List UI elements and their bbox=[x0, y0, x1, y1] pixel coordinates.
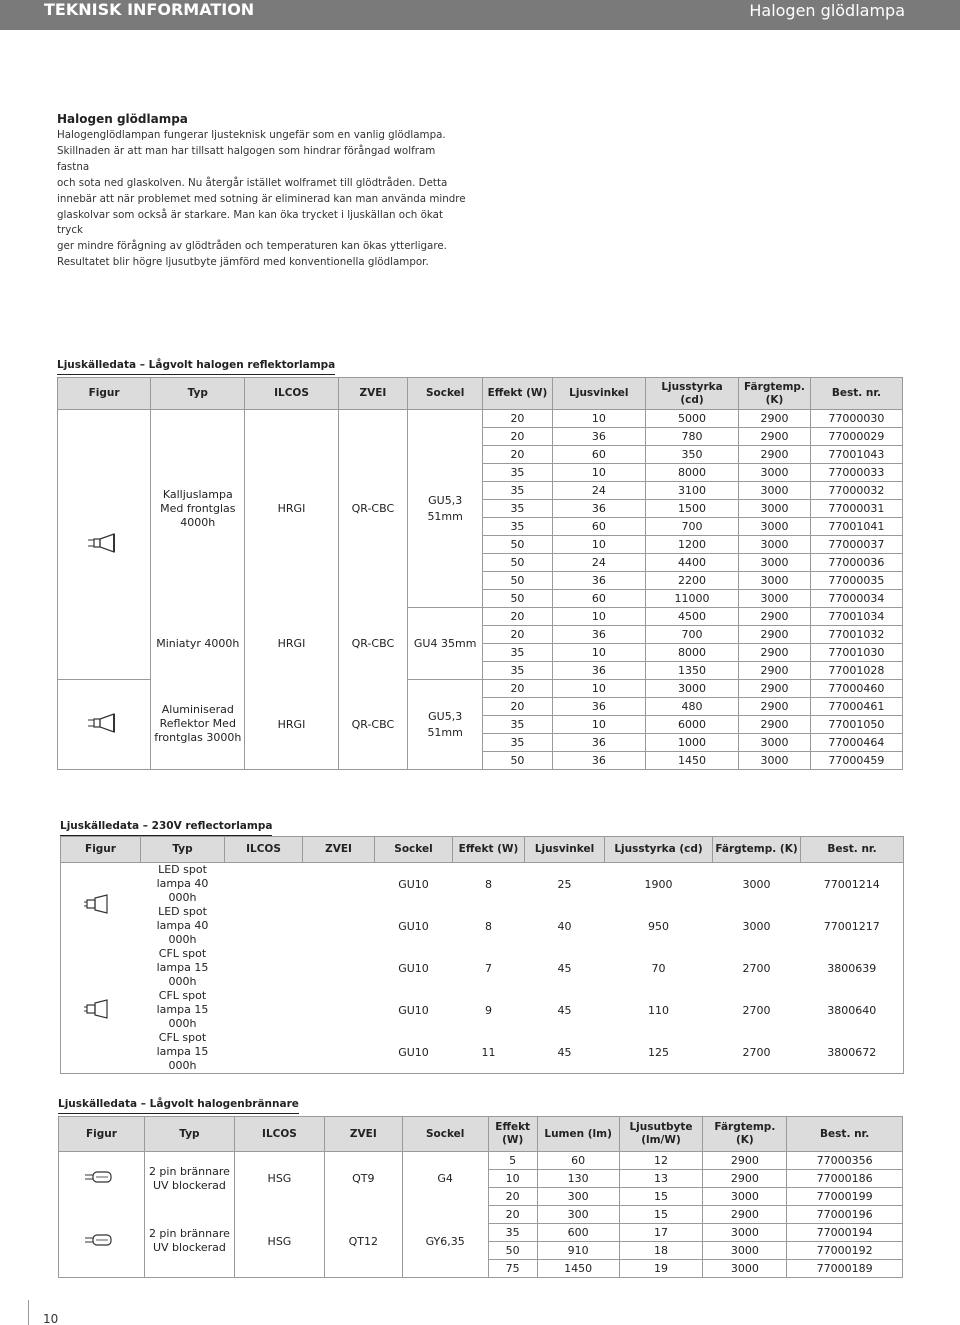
effekt-cell: 50 bbox=[483, 572, 553, 590]
fargtemp-cell: 3000 bbox=[703, 1224, 787, 1242]
ljusvinkel-cell: 36 bbox=[552, 500, 645, 518]
effekt-cell: 20 bbox=[483, 608, 553, 626]
best-nr-cell: 77000029 bbox=[810, 428, 902, 446]
ilcos-cell: HSG bbox=[234, 1206, 324, 1278]
fargtemp-cell: 2700 bbox=[742, 1045, 771, 1059]
col-header: Färgtemp. (K) bbox=[703, 1117, 787, 1152]
ljusstyrka-cell: 950 bbox=[648, 919, 669, 933]
lumen-cell: 300 bbox=[537, 1206, 619, 1224]
best-nr-cell: 77001043 bbox=[810, 446, 902, 464]
ljusutbyte-cell: 12 bbox=[619, 1152, 703, 1170]
ljusstyrka-cell: 700 bbox=[645, 518, 738, 536]
ilcos-cell: HRGI bbox=[245, 410, 338, 608]
table-row bbox=[61, 947, 904, 989]
ljusstyrka-cell: 125 bbox=[648, 1045, 669, 1059]
footer-divider bbox=[28, 1300, 29, 1325]
fargtemp-cell: 2700 bbox=[742, 961, 771, 975]
best-nr-cell: 77000460 bbox=[810, 680, 902, 698]
effekt-cell: 35 bbox=[483, 482, 553, 500]
best-nr-cell: 77000356 bbox=[787, 1152, 903, 1170]
fargtemp-cell: 3000 bbox=[742, 919, 771, 933]
ljusstyrka-cell: 1200 bbox=[645, 536, 738, 554]
fargtemp-cell: 3000 bbox=[703, 1188, 787, 1206]
table-header-row bbox=[59, 1117, 903, 1152]
best-nr-cell: 77001030 bbox=[810, 644, 902, 662]
fargtemp-cell: 3000 bbox=[739, 572, 811, 590]
ljusvinkel-cell: 36 bbox=[552, 698, 645, 716]
col-header: Sockel bbox=[402, 1117, 488, 1152]
ilcos-cell: HRGI bbox=[245, 608, 338, 680]
zvei-cell bbox=[303, 989, 375, 1031]
best-nr-cell: 77000034 bbox=[810, 590, 902, 608]
page-header bbox=[0, 0, 960, 30]
effekt-cell: 35 bbox=[483, 716, 553, 734]
ljusstyrka-cell: 6000 bbox=[645, 716, 738, 734]
effekt-cell: 50 bbox=[483, 752, 553, 770]
figur-cell bbox=[58, 680, 151, 770]
ljusvinkel-cell: 24 bbox=[552, 482, 645, 500]
col-header: ZVEI bbox=[324, 1117, 402, 1152]
effekt-cell: 20 bbox=[483, 446, 553, 464]
table1-title: Ljuskälledata – Lågvolt halogen reflektorlampa bbox=[57, 359, 336, 371]
col-header: Best. nr. bbox=[810, 378, 902, 410]
ljusstyrka-cell: 1900 bbox=[644, 877, 673, 891]
fargtemp-cell: 2900 bbox=[703, 1206, 787, 1224]
table-row bbox=[58, 608, 903, 626]
page-number: 10 bbox=[43, 1312, 59, 1325]
effekt-cell: 20 bbox=[483, 698, 553, 716]
fargtemp-cell: 3000 bbox=[739, 518, 811, 536]
table-row bbox=[59, 1152, 903, 1170]
zvei-cell: QR-CBC bbox=[338, 680, 408, 770]
fargtemp-cell: 2900 bbox=[739, 446, 811, 464]
figur-cell bbox=[59, 1152, 145, 1206]
ljusstyrka-cell: 4400 bbox=[645, 554, 738, 572]
ljusutbyte-cell: 15 bbox=[619, 1206, 703, 1224]
zvei-cell: QT9 bbox=[324, 1152, 402, 1206]
typ-cell: CFL spot lampa 15 000h bbox=[156, 989, 209, 1030]
zvei-cell bbox=[303, 905, 375, 947]
ljusstyrka-cell: 3100 bbox=[645, 482, 738, 500]
table-row bbox=[61, 863, 904, 906]
effekt-cell: 9 bbox=[485, 1003, 492, 1017]
fargtemp-cell: 3000 bbox=[739, 500, 811, 518]
fargtemp-cell: 3000 bbox=[739, 752, 811, 770]
fargtemp-cell: 2900 bbox=[739, 716, 811, 734]
lumen-cell: 600 bbox=[537, 1224, 619, 1242]
best-nr-cell: 3800672 bbox=[827, 1045, 877, 1059]
ljusstyrka-cell: 2200 bbox=[645, 572, 738, 590]
ljusvinkel-cell: 10 bbox=[552, 716, 645, 734]
ljusstyrka-cell: 8000 bbox=[645, 644, 738, 662]
ljusvinkel-cell: 45 bbox=[557, 961, 572, 975]
fargtemp-cell: 2900 bbox=[739, 644, 811, 662]
table2-title: Ljuskälledata – 230V reflectorlampa bbox=[60, 820, 273, 832]
ljusstyrka-cell: 8000 bbox=[645, 464, 738, 482]
effekt-cell: 50 bbox=[483, 536, 553, 554]
ljusstyrka-cell: 110 bbox=[648, 1003, 669, 1017]
col-header: Effekt (W) bbox=[488, 1117, 537, 1152]
table-230v-reflector bbox=[60, 836, 904, 1074]
table3-title: Ljuskälledata – Lågvolt halogenbrännare bbox=[58, 1098, 299, 1110]
best-nr-cell: 77001034 bbox=[810, 608, 902, 626]
intro-title: Halogen glödlampa bbox=[57, 112, 188, 126]
fargtemp-cell: 2900 bbox=[739, 608, 811, 626]
lumen-cell: 130 bbox=[537, 1170, 619, 1188]
col-header: Ljusstyrka (cd) bbox=[605, 837, 713, 863]
best-nr-cell: 3800640 bbox=[827, 1003, 877, 1017]
ljusstyrka-cell: 5000 bbox=[645, 410, 738, 428]
sockel-cell: GU5,3 51mm bbox=[408, 680, 483, 770]
ljusvinkel-cell: 60 bbox=[552, 590, 645, 608]
best-nr-cell: 77000031 bbox=[810, 500, 902, 518]
ljusutbyte-cell: 18 bbox=[619, 1242, 703, 1260]
fargtemp-cell: 3000 bbox=[703, 1260, 787, 1278]
effekt-cell: 5 bbox=[488, 1152, 537, 1170]
fargtemp-cell: 3000 bbox=[739, 554, 811, 572]
fargtemp-cell: 2900 bbox=[739, 410, 811, 428]
fargtemp-cell: 2900 bbox=[739, 662, 811, 680]
table-header-row bbox=[58, 378, 903, 410]
zvei-cell bbox=[303, 1031, 375, 1074]
fargtemp-cell: 2700 bbox=[742, 1003, 771, 1017]
fargtemp-cell: 3000 bbox=[739, 590, 811, 608]
effekt-cell: 50 bbox=[488, 1242, 537, 1260]
intro-section bbox=[57, 111, 467, 271]
ljusstyrka-cell: 1000 bbox=[645, 734, 738, 752]
ilcos-cell bbox=[225, 989, 303, 1031]
ljusstyrka-cell: 350 bbox=[645, 446, 738, 464]
effekt-cell: 8 bbox=[485, 877, 492, 891]
col-header: Typ bbox=[141, 837, 225, 863]
effekt-cell: 20 bbox=[483, 410, 553, 428]
fargtemp-cell: 3000 bbox=[739, 536, 811, 554]
intro-line: glaskolvar som också är starkare. Man kan öka trycket i ljuskällan och ökat tryck bbox=[57, 208, 443, 237]
sockel-cell: G4 bbox=[402, 1152, 488, 1206]
best-nr-cell: 77000464 bbox=[810, 734, 902, 752]
ljusutbyte-cell: 13 bbox=[619, 1170, 703, 1188]
sockel-cell: GU4 35mm bbox=[408, 608, 483, 680]
best-nr-cell: 77000030 bbox=[810, 410, 902, 428]
sockel-cell: GU10 bbox=[398, 877, 429, 891]
ljusvinkel-cell: 60 bbox=[552, 446, 645, 464]
fargtemp-cell: 3000 bbox=[739, 464, 811, 482]
effekt-cell: 20 bbox=[483, 428, 553, 446]
zvei-cell bbox=[303, 863, 375, 906]
spot-lamp-icon bbox=[81, 892, 121, 916]
section-title: TEKNISK INFORMATION bbox=[44, 0, 255, 19]
typ-cell: 2 pin brännare UV blockerad bbox=[144, 1206, 234, 1278]
best-nr-cell: 77001217 bbox=[823, 919, 880, 933]
col-header: ZVEI bbox=[303, 837, 375, 863]
ljusvinkel-cell: 24 bbox=[552, 554, 645, 572]
zvei-cell bbox=[303, 947, 375, 989]
ilcos-cell bbox=[225, 947, 303, 989]
fargtemp-cell: 2900 bbox=[739, 428, 811, 446]
ljusvinkel-cell: 36 bbox=[552, 734, 645, 752]
ljusvinkel-cell: 36 bbox=[552, 626, 645, 644]
ljusstyrka-cell: 480 bbox=[645, 698, 738, 716]
sockel-cell: GU10 bbox=[398, 961, 429, 975]
best-nr-cell: 77001050 bbox=[810, 716, 902, 734]
col-header: Typ bbox=[151, 378, 245, 410]
best-nr-cell: 77000461 bbox=[810, 698, 902, 716]
col-header: Ljusvinkel bbox=[525, 837, 605, 863]
col-header: Färgtemp. (K) bbox=[713, 837, 801, 863]
effekt-cell: 7 bbox=[485, 961, 492, 975]
effekt-cell: 35 bbox=[488, 1224, 537, 1242]
fargtemp-cell: 2900 bbox=[703, 1152, 787, 1170]
fargtemp-cell: 3000 bbox=[703, 1242, 787, 1260]
typ-cell: Aluminiserad Reflektor Med frontglas 3000h bbox=[151, 680, 245, 770]
reflector-lamp-icon bbox=[84, 711, 124, 735]
ljusvinkel-cell: 40 bbox=[557, 919, 572, 933]
effekt-cell: 35 bbox=[483, 464, 553, 482]
sockel-cell: GY6,35 bbox=[402, 1206, 488, 1278]
figur-cell bbox=[59, 1206, 145, 1278]
ljusvinkel-cell: 10 bbox=[552, 680, 645, 698]
fargtemp-cell: 2900 bbox=[739, 698, 811, 716]
effekt-cell: 20 bbox=[483, 680, 553, 698]
ljusutbyte-cell: 17 bbox=[619, 1224, 703, 1242]
col-header: Sockel bbox=[375, 837, 453, 863]
col-header: Färgtemp. (K) bbox=[739, 378, 811, 410]
effekt-cell: 35 bbox=[483, 500, 553, 518]
col-header: Typ bbox=[144, 1117, 234, 1152]
effekt-cell: 50 bbox=[483, 590, 553, 608]
sockel-cell: GU10 bbox=[398, 919, 429, 933]
ljusutbyte-cell: 19 bbox=[619, 1260, 703, 1278]
burner-lamp-icon bbox=[81, 1165, 121, 1189]
zvei-cell: QT12 bbox=[324, 1206, 402, 1278]
ljusvinkel-cell: 10 bbox=[552, 410, 645, 428]
zvei-cell: QR-CBC bbox=[338, 410, 408, 608]
table-row bbox=[61, 905, 904, 947]
figur-cell bbox=[61, 863, 141, 948]
spot-lamp-icon bbox=[81, 997, 121, 1021]
ljusstyrka-cell: 1500 bbox=[645, 500, 738, 518]
fargtemp-cell: 3000 bbox=[742, 877, 771, 891]
effekt-cell: 50 bbox=[483, 554, 553, 572]
ilcos-cell bbox=[225, 1031, 303, 1074]
intro-line: och sota ned glaskolven. Nu återgår istället wolframet till glödtråden. Detta bbox=[57, 176, 448, 189]
col-header: Ljusutbyte (lm/W) bbox=[619, 1117, 703, 1152]
intro-line: innebär att när problemet med sotning är eliminerad kan man använda mindre bbox=[57, 192, 466, 205]
best-nr-cell: 77000192 bbox=[787, 1242, 903, 1260]
effekt-cell: 20 bbox=[483, 626, 553, 644]
typ-cell: LED spot lampa 40 000h bbox=[156, 905, 209, 946]
ljusstyrka-cell: 3000 bbox=[645, 680, 738, 698]
col-header: ILCOS bbox=[234, 1117, 324, 1152]
ljusstyrka-cell: 70 bbox=[651, 961, 666, 975]
col-header: ILCOS bbox=[245, 378, 338, 410]
ljusvinkel-cell: 36 bbox=[552, 752, 645, 770]
best-nr-cell: 77000036 bbox=[810, 554, 902, 572]
sockel-cell: GU10 bbox=[398, 1045, 429, 1059]
col-header: Sockel bbox=[408, 378, 483, 410]
ljusstyrka-cell: 780 bbox=[645, 428, 738, 446]
effekt-cell: 10 bbox=[488, 1170, 537, 1188]
ljusutbyte-cell: 15 bbox=[619, 1188, 703, 1206]
col-header: Best. nr. bbox=[801, 837, 904, 863]
col-header: Figur bbox=[61, 837, 141, 863]
intro-text bbox=[57, 128, 467, 271]
fargtemp-cell: 3000 bbox=[739, 734, 811, 752]
col-header: Effekt (W) bbox=[453, 837, 525, 863]
fargtemp-cell: 2900 bbox=[739, 626, 811, 644]
lumen-cell: 60 bbox=[537, 1152, 619, 1170]
lumen-cell: 300 bbox=[537, 1188, 619, 1206]
effekt-cell: 75 bbox=[488, 1260, 537, 1278]
ljusvinkel-cell: 10 bbox=[552, 644, 645, 662]
typ-cell: Kalljuslampa Med frontglas 4000h bbox=[151, 410, 245, 608]
fargtemp-cell: 3000 bbox=[739, 482, 811, 500]
ljusvinkel-cell: 10 bbox=[552, 464, 645, 482]
fargtemp-cell: 2900 bbox=[703, 1170, 787, 1188]
ilcos-cell bbox=[225, 863, 303, 906]
best-nr-cell: 77000196 bbox=[787, 1206, 903, 1224]
best-nr-cell: 77000032 bbox=[810, 482, 902, 500]
reflector-lamp-icon bbox=[84, 531, 124, 555]
ljusstyrka-cell: 1350 bbox=[645, 662, 738, 680]
table-lowvolt-reflector bbox=[57, 377, 903, 770]
best-nr-cell: 77001214 bbox=[823, 877, 880, 891]
best-nr-cell: 77000037 bbox=[810, 536, 902, 554]
typ-cell: Miniatyr 4000h bbox=[151, 608, 245, 680]
best-nr-cell: 77001032 bbox=[810, 626, 902, 644]
effekt-cell: 35 bbox=[483, 644, 553, 662]
col-header: Figur bbox=[59, 1117, 145, 1152]
zvei-cell: QR-CBC bbox=[338, 608, 408, 680]
figur-cell bbox=[61, 947, 141, 1074]
effekt-cell: 20 bbox=[488, 1188, 537, 1206]
effekt-cell: 35 bbox=[483, 734, 553, 752]
lumen-cell: 1450 bbox=[537, 1260, 619, 1278]
ljusvinkel-cell: 36 bbox=[552, 428, 645, 446]
best-nr-cell: 77000189 bbox=[787, 1260, 903, 1278]
burner-lamp-icon bbox=[81, 1228, 121, 1252]
best-nr-cell: 77000186 bbox=[787, 1170, 903, 1188]
best-nr-cell: 77001028 bbox=[810, 662, 902, 680]
col-header: ILCOS bbox=[225, 837, 303, 863]
best-nr-cell: 77000035 bbox=[810, 572, 902, 590]
intro-line: Skillnaden är att man har tillsatt halgogen som hindrar förångad wolfram fastna bbox=[57, 144, 436, 173]
table-row bbox=[59, 1206, 903, 1224]
ljusvinkel-cell: 45 bbox=[557, 1003, 572, 1017]
best-nr-cell: 77001041 bbox=[810, 518, 902, 536]
ljusvinkel-cell: 45 bbox=[557, 1045, 572, 1059]
table-row bbox=[58, 680, 903, 698]
ilcos-cell: HRGI bbox=[245, 680, 338, 770]
fargtemp-cell: 2900 bbox=[739, 680, 811, 698]
effekt-cell: 11 bbox=[481, 1045, 496, 1059]
ljusstyrka-cell: 11000 bbox=[645, 590, 738, 608]
topic-title: Halogen glödlampa bbox=[749, 1, 905, 20]
typ-cell: CFL spot lampa 15 000h bbox=[156, 947, 209, 988]
col-header: Ljusvinkel bbox=[552, 378, 645, 410]
table-row bbox=[58, 410, 903, 428]
intro-line: ger mindre förågning av glödtråden och temperaturen kan ökas ytterligare. bbox=[57, 240, 447, 253]
lumen-cell: 910 bbox=[537, 1242, 619, 1260]
table-header-row bbox=[61, 837, 904, 863]
effekt-cell: 35 bbox=[483, 518, 553, 536]
table-lowvolt-burner bbox=[58, 1116, 903, 1278]
ljusvinkel-cell: 10 bbox=[552, 536, 645, 554]
figur-cell bbox=[58, 410, 151, 680]
ljusstyrka-cell: 1450 bbox=[645, 752, 738, 770]
ljusvinkel-cell: 36 bbox=[552, 662, 645, 680]
best-nr-cell: 3800639 bbox=[827, 961, 877, 975]
best-nr-cell: 77000199 bbox=[787, 1188, 903, 1206]
effekt-cell: 20 bbox=[488, 1206, 537, 1224]
intro-line: Resultatet blir högre ljusutbyte jämförd med konventionella glödlampor. bbox=[57, 256, 429, 269]
ljusstyrka-cell: 4500 bbox=[645, 608, 738, 626]
col-header: Ljusstyrka (cd) bbox=[645, 378, 738, 410]
col-header: Best. nr. bbox=[787, 1117, 903, 1152]
ilcos-cell bbox=[225, 905, 303, 947]
col-header: Lumen (lm) bbox=[537, 1117, 619, 1152]
typ-cell: LED spot lampa 40 000h bbox=[156, 863, 209, 904]
ljusvinkel-cell: 60 bbox=[552, 518, 645, 536]
col-header: ZVEI bbox=[338, 378, 408, 410]
typ-cell: CFL spot lampa 15 000h bbox=[156, 1031, 209, 1072]
col-header: Effekt (W) bbox=[483, 378, 553, 410]
ilcos-cell: HSG bbox=[234, 1152, 324, 1206]
table-row bbox=[61, 1031, 904, 1074]
effekt-cell: 35 bbox=[483, 662, 553, 680]
ljusstyrka-cell: 700 bbox=[645, 626, 738, 644]
sockel-cell: GU5,3 51mm bbox=[408, 410, 483, 608]
sockel-cell: GU10 bbox=[398, 1003, 429, 1017]
col-header: Figur bbox=[58, 378, 151, 410]
best-nr-cell: 77000194 bbox=[787, 1224, 903, 1242]
effekt-cell: 8 bbox=[485, 919, 492, 933]
best-nr-cell: 77000033 bbox=[810, 464, 902, 482]
best-nr-cell: 77000459 bbox=[810, 752, 902, 770]
intro-line: Halogenglödlampan fungerar ljusteknisk ungefär som en vanlig glödlampa. bbox=[57, 129, 446, 141]
table-row bbox=[61, 989, 904, 1031]
typ-cell: 2 pin brännare UV blockerad bbox=[144, 1152, 234, 1206]
ljusvinkel-cell: 36 bbox=[552, 572, 645, 590]
ljusvinkel-cell: 10 bbox=[552, 608, 645, 626]
ljusvinkel-cell: 25 bbox=[557, 877, 572, 891]
